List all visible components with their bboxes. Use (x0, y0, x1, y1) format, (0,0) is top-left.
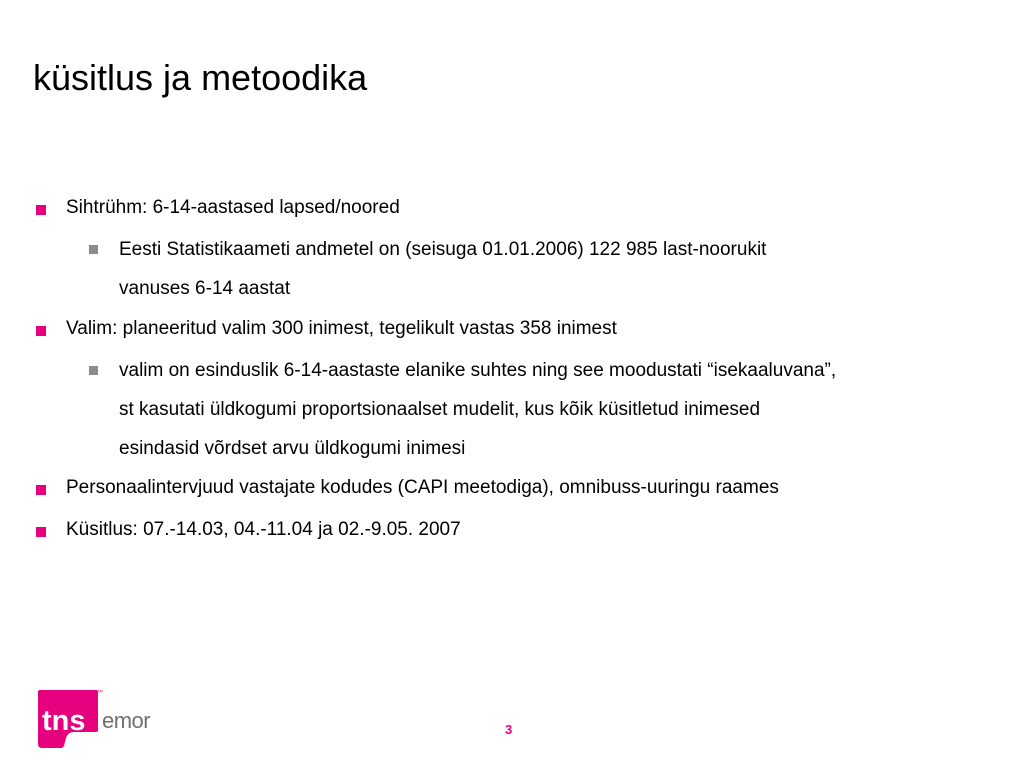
bullet-marker (36, 527, 46, 537)
bullet-item (66, 316, 617, 342)
slide-title: küsitlus ja metoodika (33, 57, 368, 98)
sub-bullet-line: st kasutati üldkogumi proportsionaalset mudelit, kus kõik küsitletud inimesed (119, 399, 761, 420)
trademark-symbol: ™ (97, 690, 103, 696)
logo-mark-text: tns (42, 705, 86, 737)
bullet-marker (36, 485, 46, 495)
sub-bullet-line: Eesti Statistikaameti andmetel on (seisuga 01.01.2006) 122 985 last-noorukit (119, 239, 767, 260)
bullet-marker (36, 326, 46, 336)
sub-bullet-line: valim on esinduslik 6-14-aastaste elanike suhtes ning see moodustati “isekaaluvana”, (119, 360, 837, 381)
tns-emor-logo (34, 686, 151, 750)
bullet-marker (36, 205, 46, 215)
sub-bullet-item (119, 351, 836, 468)
sub-bullet-marker (89, 366, 98, 375)
logo-brand-text: emor (102, 708, 151, 733)
sub-bullet-marker (89, 245, 98, 254)
bullet-item (66, 195, 400, 221)
sub-bullet-line: vanuses 6-14 aastat (119, 278, 291, 299)
bullet-item (66, 475, 779, 501)
bullet-text: Personaalintervjuud vastajate kodudes (CAPI meetodiga), omnibuss-uuringu raames (66, 477, 779, 498)
bullet-text: Sihtrühm: 6-14-aastased lapsed/noored (66, 197, 400, 218)
bullet-text: Küsitlus: 07.-14.03, 04.-11.04 ja 02.-9.05. 2007 (66, 519, 461, 540)
sub-bullet-item (119, 230, 766, 308)
bullet-text: Valim: planeeritud valim 300 inimest, tegelikult vastas 358 inimest (66, 318, 617, 339)
sub-bullet-line: esindasid võrdset arvu üldkogumi inimesi (119, 438, 466, 459)
bullet-item (66, 517, 461, 543)
page-number: 3 (505, 722, 513, 737)
